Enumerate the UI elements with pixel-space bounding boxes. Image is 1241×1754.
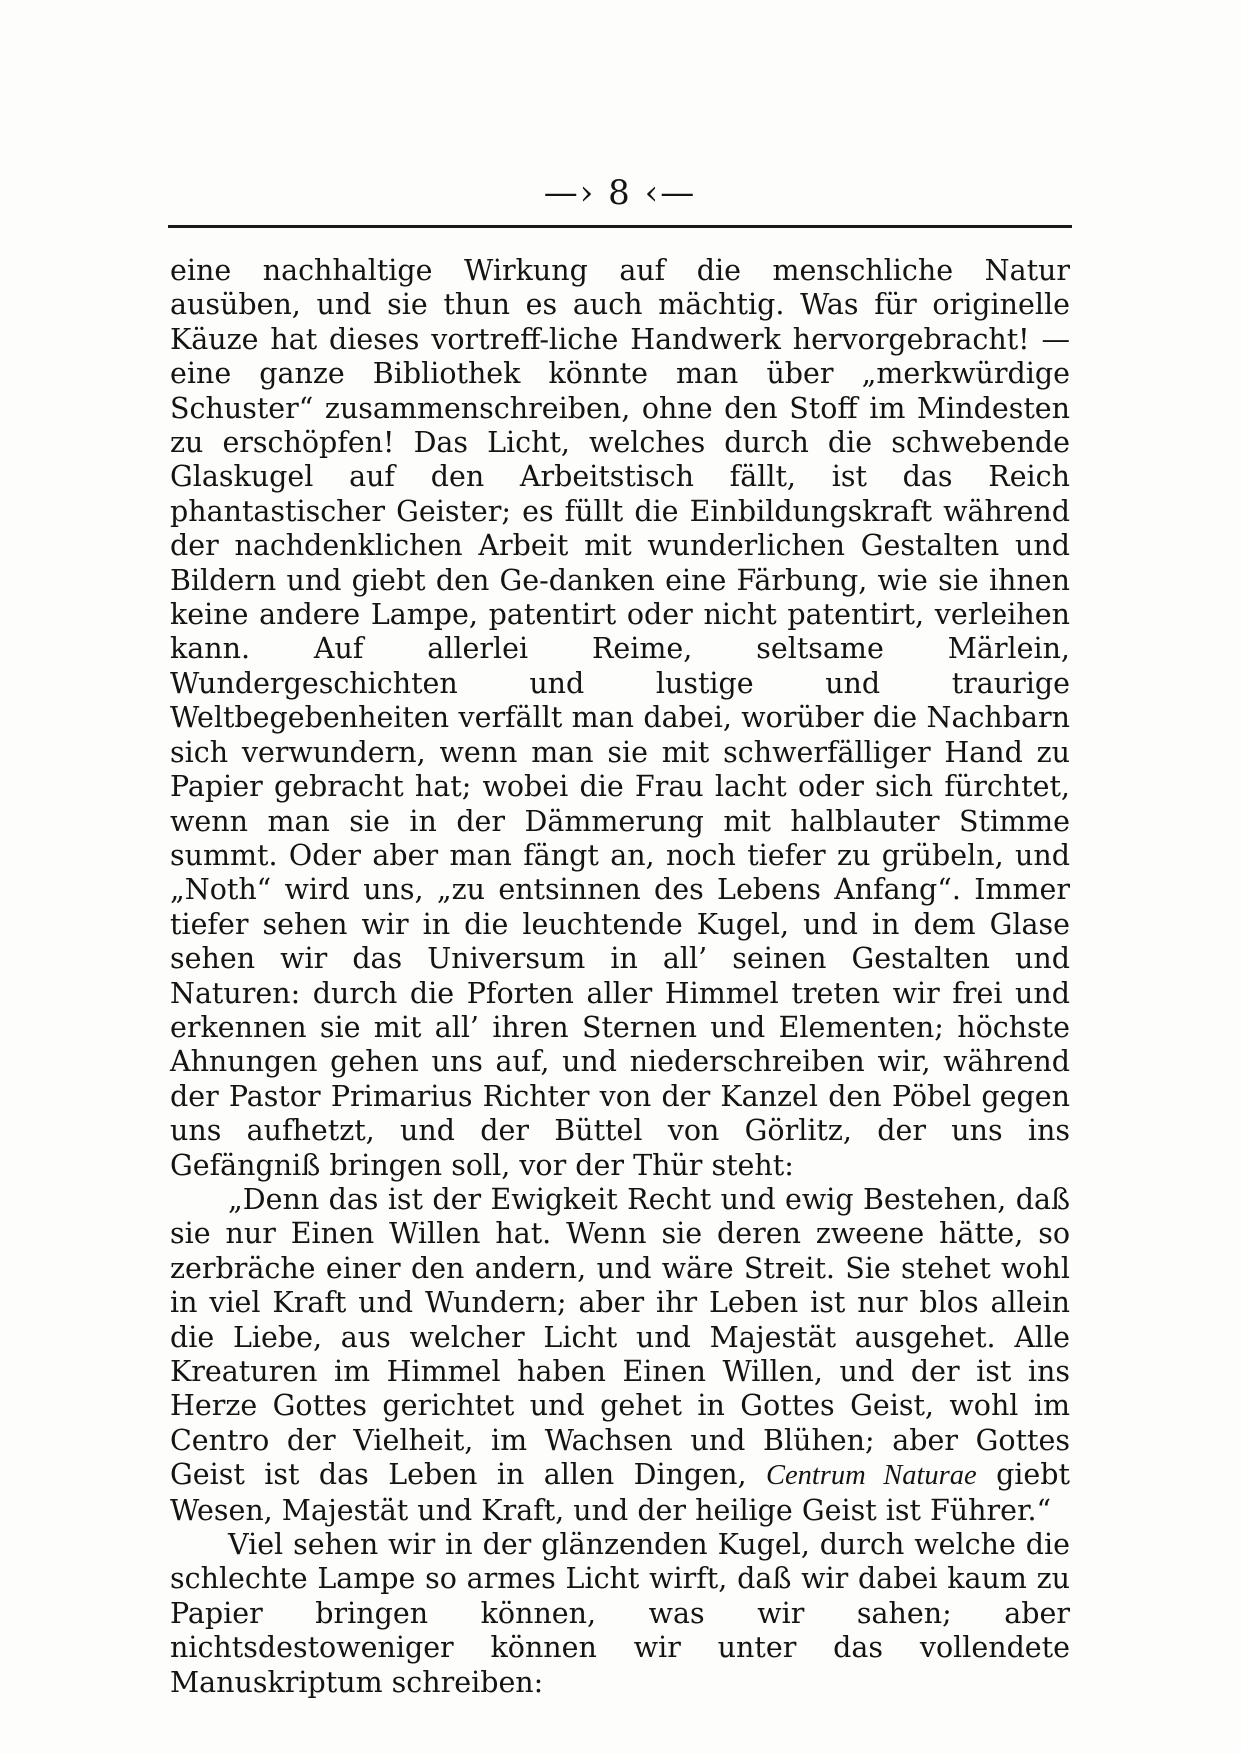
body-text xyxy=(170,254,1070,1700)
quote-line-rest: giebt Wesen, Majestät und Kraft, und der heilige xyxy=(170,1458,1070,1527)
page-header xyxy=(170,168,1070,218)
paragraph-1: eine nachhaltige Wirkung auf die menschliche Natur ausüben, und sie thun es auch mächtig. Was für originelle Käuze hat dieses vortreff-liche Handwerk hervorgebracht! — eine ganze Bibliothek könnte man über „merkwürdige Schuster“ zusammenschreiben, ohne den Stoff im Mindesten zu erschöpfen! Das Licht, welches durch die schwebende Glaskugel auf den Arbeitstisch fällt, ist das Reich phantastischer Geister; es füllt die Einbildungskraft während der nachdenklichen Arbeit mit wunderlichen Gestalten und Bildern und giebt den Ge-danken eine Färbung, wie sie ihnen keine andere Lampe, patentirt oder nicht patentirt, verleihen kann. Auf allerlei Reime, seltsame Märlein, Wundergeschichten und lustige und traurige Weltbegebenheiten verfällt man dabei, worüber die Nachbarn sich verwundern, wenn man sie mit schwerfälliger Hand zu Papier gebracht hat; wobei die Frau lacht oder sich fürchtet, wenn man sie in der Dämmerung mit halblauter Stimme summt. Oder aber man fängt an, noch tiefer zu grübeln, und „Noth“ wird uns, „zu entsinnen des Lebens Anfang“. Immer tiefer sehen wir in die leuchtende Kugel, und in dem Glase sehen wir das Universum in all’ seinen Gestalten und Naturen: durch die Pforten aller Himmel treten wir frei und erkennen sie mit all’ ihren Sternen und Elementen; höchste Ahnungen gehen uns auf, und niederschreiben wir, während der Pastor Primarius Richter von der Kanzel den Pöbel gegen uns aufhetzt, und der Büttel von Görlitz, der uns ins Gefängniß bringen soll, vor der Thür steht: xyxy=(170,254,1070,1182)
header-rule xyxy=(168,225,1072,228)
page-number: —› 8 ‹— xyxy=(543,173,697,213)
quote-text: „Denn das ist der Ewigkeit Recht und ewig Bestehen, daß sie nur Einen Willen hat. Wenn sie deren zweene hätte, so zerbräche einer den andern, und wäre Streit. Sie stehet wohl in viel Kraft und Wundern; aber ihr Leben ist nur blos allein die Liebe, aus welcher Licht und Majestät ausgehet. Alle Kreaturen im Himmel haben Einen Willen, und der ist ins Herze Gottes gerichtet und gehet in Gottes Geist, wohl im Centro der Vielheit, im Wachsen und Blühen; aber Gottes Geist ist das Leben in allen Dingen, xyxy=(170,1182,1070,1492)
paragraph-3: Viel sehen wir in der glänzenden Kugel, durch welche die schlechte Lampe so armes Licht wirft, daß wir dabei kaum zu Papier bringen können, was wir sahen; aber nichtsdestoweniger können wir unter das vollendete Manuskriptum schreiben: xyxy=(170,1528,1070,1699)
quote-end: Geist ist Führer.“ xyxy=(801,1493,1052,1527)
latin-phrase: Centrum Naturae xyxy=(765,1460,977,1492)
paragraph-2-quote xyxy=(170,1183,1070,1528)
